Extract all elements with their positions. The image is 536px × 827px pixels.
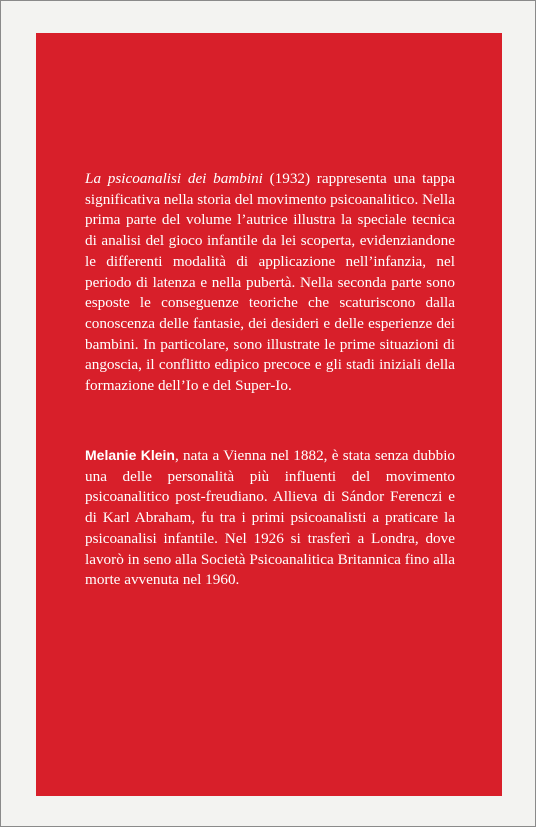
author-name: Melanie Klein: [85, 447, 175, 463]
author-bio: [85, 445, 455, 591]
back-cover: [36, 33, 502, 796]
book-title: La psicoanalisi dei bambini: [85, 170, 263, 187]
bio-text: , nata a Vienna nel 1882, è stata senza dubbio una delle personalità più influenti del movimento psicoanalitico post-freudiano. Allieva di Sándor Ferenczi e di Karl Abraham, fu tra i primi psicoanalisti a praticare la psicoanalisi infantile. Nel 1926 si trasferì a Londra, dove lavorò in seno alla Società Psicoanalitica Britannica fino alla morte avvenuta nel 1960.: [85, 447, 456, 589]
blurb-text: (1932) rappresenta una tappa significativa nella storia del movimento psicoanalitico. Nella prima parte del volume l’autrice illustra la speciale tecnica di analisi del gioco infantile da lei scoperta, evidenziandone le differenti modalità di applicazione nell’infanzia, nel periodo di latenza e nella pubertà. Nella seconda parte sono esposte le conseguenze teoriche che scaturiscono dalla conoscenza delle fantasie, dei desideri e delle esperienze dei bambini. In particolare, sono illustrate le prime situazioni di angoscia, il conflitto edipico precoce e gli stadi iniziali della formazione dell’Io e del Super-Io.: [85, 170, 455, 395]
book-blurb: [85, 169, 455, 397]
